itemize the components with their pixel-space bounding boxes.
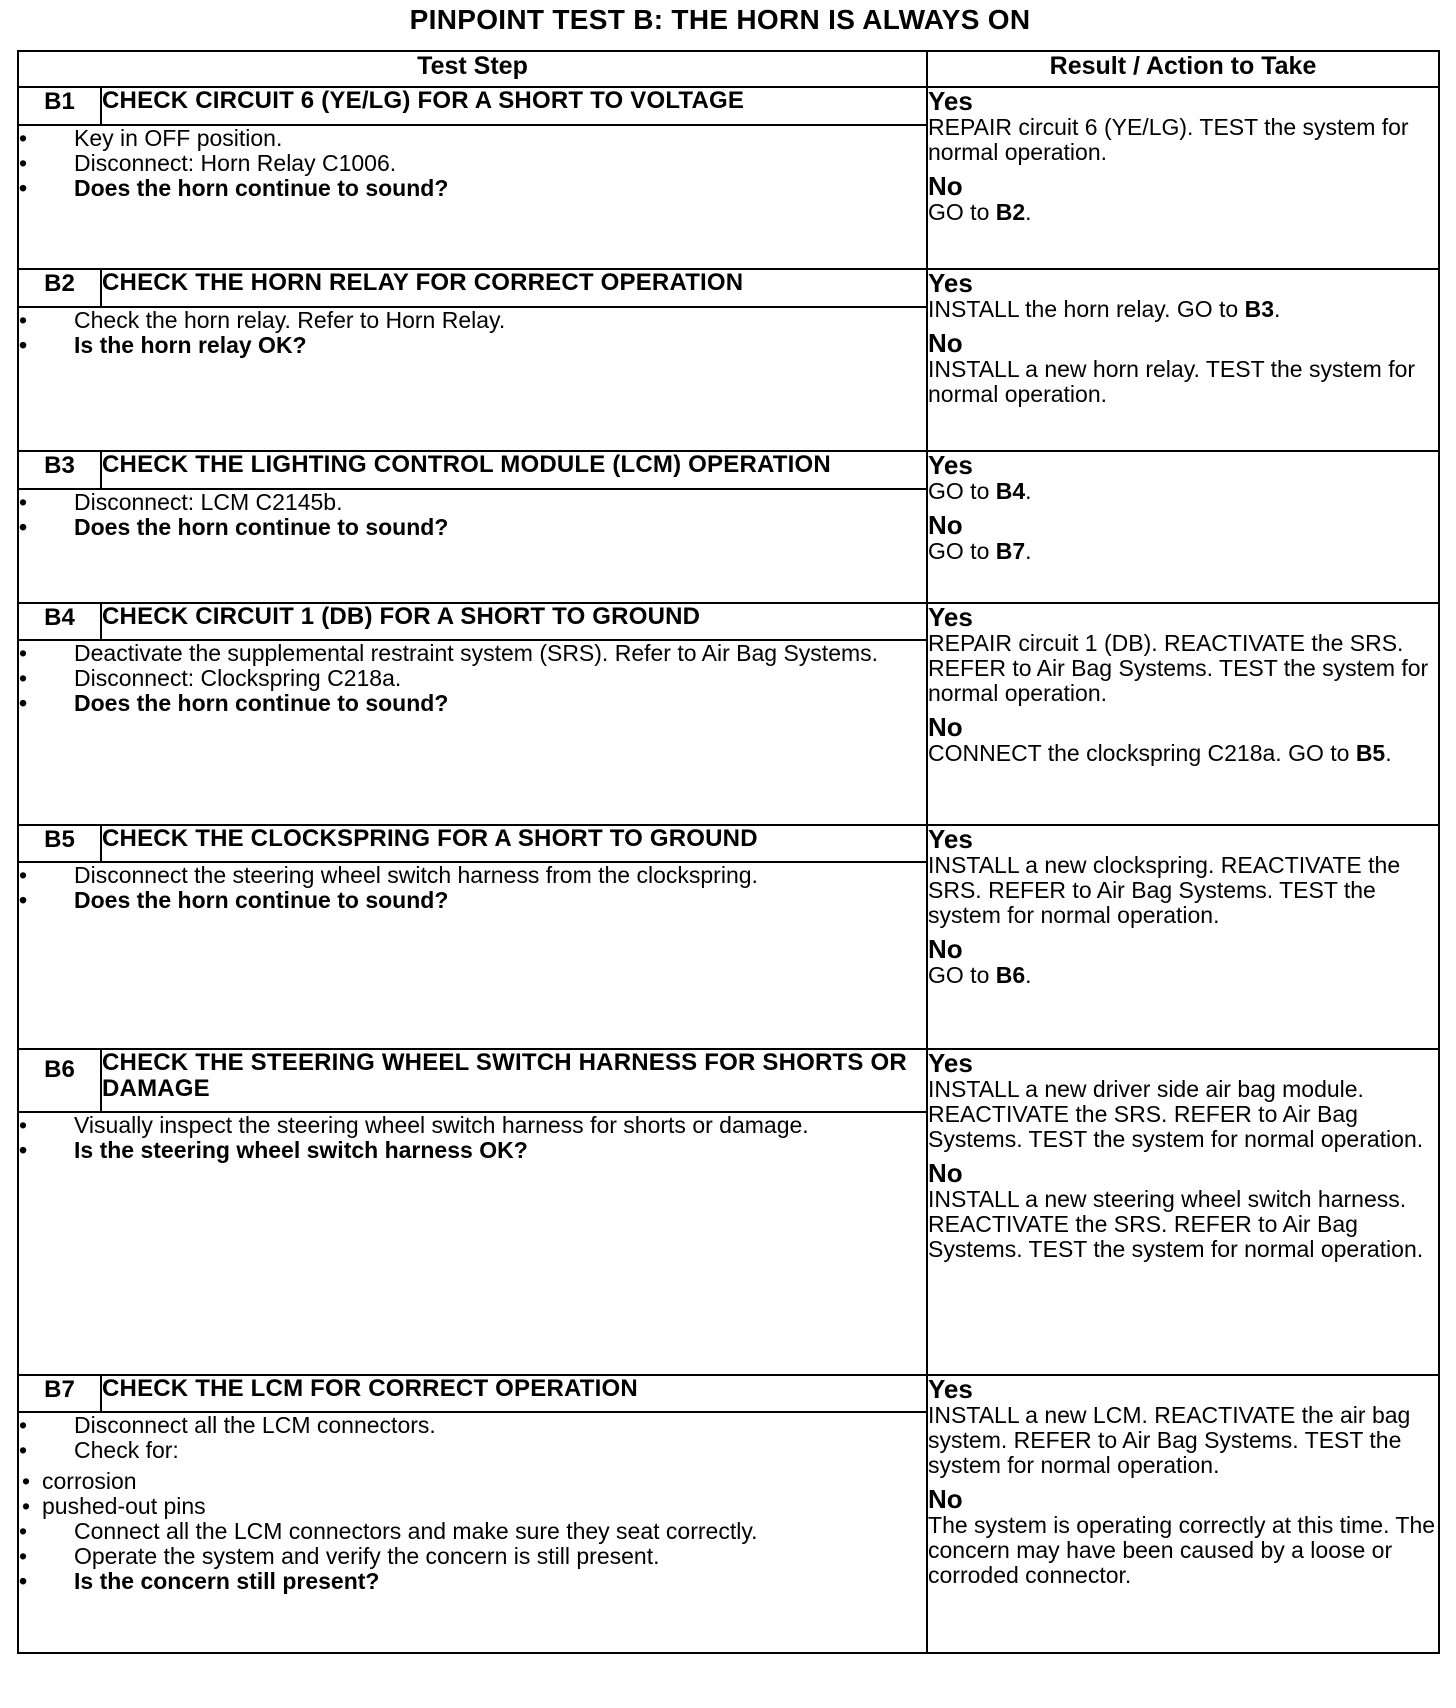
step-title-row bbox=[18, 1375, 1439, 1412]
step-id: B6 bbox=[18, 1049, 101, 1112]
step-id: B5 bbox=[18, 825, 101, 862]
no-action: GO to B6. bbox=[928, 962, 1032, 988]
step-body bbox=[18, 1112, 927, 1375]
step-bullet: • Disconnect: Clockspring C218a. bbox=[19, 666, 926, 691]
step-body bbox=[18, 640, 927, 825]
no-label: No bbox=[928, 510, 963, 540]
step-body bbox=[18, 1412, 927, 1653]
result-header: Result / Action to Take bbox=[927, 51, 1439, 87]
step-question: • Is the steering wheel switch harness OK? bbox=[19, 1138, 926, 1163]
step-body bbox=[18, 489, 927, 603]
step-bullet: • Visually inspect the steering wheel switch harness for shorts or damage. bbox=[19, 1113, 926, 1138]
yes-action: INSTALL a new LCM. REACTIVATE the air bag system. REFER to Air Bag Systems. TEST the system for normal operation. bbox=[928, 1402, 1411, 1478]
no-action: The system is operating correctly at this time. The concern may have been caused by a loose or corroded connector. bbox=[928, 1512, 1436, 1588]
step-title-row bbox=[18, 603, 1439, 640]
step-bullet: • Disconnect the steering wheel switch harness from the clockspring. bbox=[19, 863, 926, 888]
yes-label: Yes bbox=[928, 1048, 973, 1078]
step-bullet: • Check the horn relay. Refer to Horn Relay. bbox=[19, 308, 926, 333]
no-action: GO to B2. bbox=[928, 199, 1032, 225]
yes-label: Yes bbox=[928, 1374, 973, 1404]
yes-action: INSTALL a new clockspring. REACTIVATE the SRS. REFER to Air Bag Systems. TEST the system for normal operation. bbox=[928, 852, 1401, 928]
sub-list bbox=[22, 1469, 926, 1519]
step-result bbox=[927, 825, 1439, 1049]
step-title: CHECK CIRCUIT 1 (DB) FOR A SHORT TO GROUND bbox=[101, 603, 927, 640]
no-label: No bbox=[928, 171, 963, 201]
yes-label: Yes bbox=[928, 86, 973, 116]
step-bullet: • Disconnect all the LCM connectors. bbox=[19, 1413, 926, 1438]
step-id: B3 bbox=[18, 451, 101, 489]
step-question: • Is the concern still present? bbox=[19, 1569, 926, 1594]
step-title: CHECK CIRCUIT 6 (YE/LG) FOR A SHORT TO VOLTAGE bbox=[101, 87, 927, 125]
step-bullet bbox=[19, 1438, 926, 1519]
step-body bbox=[18, 125, 927, 269]
step-title: CHECK THE HORN RELAY FOR CORRECT OPERATION bbox=[101, 269, 927, 307]
step-title-row bbox=[18, 87, 1439, 125]
yes-label: Yes bbox=[928, 824, 973, 854]
step-bullet: • Operate the system and verify the concern is still present. bbox=[19, 1544, 926, 1569]
no-label: No bbox=[928, 1484, 963, 1514]
step-result bbox=[927, 1375, 1439, 1653]
step-question: • Is the horn relay OK? bbox=[19, 333, 926, 358]
yes-label: Yes bbox=[928, 602, 973, 632]
step-bullet: • Disconnect: Horn Relay C1006. bbox=[19, 151, 926, 176]
no-label: No bbox=[928, 328, 963, 358]
step-title: CHECK THE STEERING WHEEL SWITCH HARNESS FOR SHORTS OR DAMAGE bbox=[101, 1049, 927, 1112]
step-result bbox=[927, 603, 1439, 825]
step-question: • Does the horn continue to sound? bbox=[19, 888, 926, 913]
step-result bbox=[927, 1049, 1439, 1375]
no-action: GO to B7. bbox=[928, 538, 1032, 564]
step-title: CHECK THE LCM FOR CORRECT OPERATION bbox=[101, 1375, 927, 1412]
no-label: No bbox=[928, 712, 963, 742]
step-id: B1 bbox=[18, 87, 101, 125]
step-title-row bbox=[18, 269, 1439, 307]
step-question: • Does the horn continue to sound? bbox=[19, 515, 926, 540]
no-action: INSTALL a new horn relay. TEST the system for normal operation. bbox=[928, 356, 1416, 407]
step-title-row bbox=[18, 825, 1439, 862]
yes-label: Yes bbox=[928, 450, 973, 480]
step-id: B2 bbox=[18, 269, 101, 307]
yes-action: REPAIR circuit 1 (DB). REACTIVATE the SRS. REFER to Air Bag Systems. TEST the system for normal operation. bbox=[928, 630, 1429, 706]
pinpoint-test-table bbox=[17, 50, 1440, 1654]
step-title: CHECK THE LIGHTING CONTROL MODULE (LCM) OPERATION bbox=[101, 451, 927, 489]
step-id: B4 bbox=[18, 603, 101, 640]
step-bullet: • Connect all the LCM connectors and make sure they seat correctly. bbox=[19, 1519, 926, 1544]
no-label: No bbox=[928, 1158, 963, 1188]
step-bullet: • Disconnect: LCM C2145b. bbox=[19, 490, 926, 515]
test-step-header: Test Step bbox=[18, 51, 927, 87]
page-title: PINPOINT TEST B: THE HORN IS ALWAYS ON bbox=[409, 4, 1031, 35]
step-result bbox=[927, 269, 1439, 451]
step-body bbox=[18, 862, 927, 1049]
step-question: • Does the horn continue to sound? bbox=[19, 691, 926, 716]
step-title-row bbox=[18, 1049, 1439, 1112]
step-bullet: • Key in OFF position. bbox=[19, 126, 926, 151]
sub-bullet: • pushed-out pins bbox=[22, 1494, 926, 1519]
no-action: CONNECT the clockspring C218a. GO to B5. bbox=[928, 740, 1392, 766]
sub-bullet: • corrosion bbox=[22, 1469, 926, 1494]
no-label: No bbox=[928, 934, 963, 964]
step-bullet-text: Check for: bbox=[74, 1436, 179, 1463]
step-title-row bbox=[18, 451, 1439, 489]
step-bullet: • Deactivate the supplemental restraint system (SRS). Refer to Air Bag Systems. bbox=[19, 641, 926, 666]
step-id: B7 bbox=[18, 1375, 101, 1412]
yes-label: Yes bbox=[928, 268, 973, 298]
yes-action: GO to B4. bbox=[928, 478, 1032, 504]
step-result bbox=[927, 451, 1439, 603]
step-body bbox=[18, 307, 927, 451]
table-header-row bbox=[18, 51, 1439, 87]
yes-action: INSTALL a new driver side air bag module. REACTIVATE the SRS. REFER to Air Bag Systems. TEST the system for normal operation. bbox=[928, 1076, 1424, 1152]
no-action: INSTALL a new steering wheel switch harness. REACTIVATE the SRS. REFER to Air Bag Systems. TEST the system for normal operation. bbox=[928, 1186, 1424, 1262]
yes-action: REPAIR circuit 6 (YE/LG). TEST the system for normal operation. bbox=[928, 114, 1409, 165]
yes-action: INSTALL the horn relay. GO to B3. bbox=[928, 296, 1281, 322]
step-question: • Does the horn continue to sound? bbox=[19, 176, 926, 201]
step-title: CHECK THE CLOCKSPRING FOR A SHORT TO GROUND bbox=[101, 825, 927, 862]
step-result bbox=[927, 87, 1439, 269]
